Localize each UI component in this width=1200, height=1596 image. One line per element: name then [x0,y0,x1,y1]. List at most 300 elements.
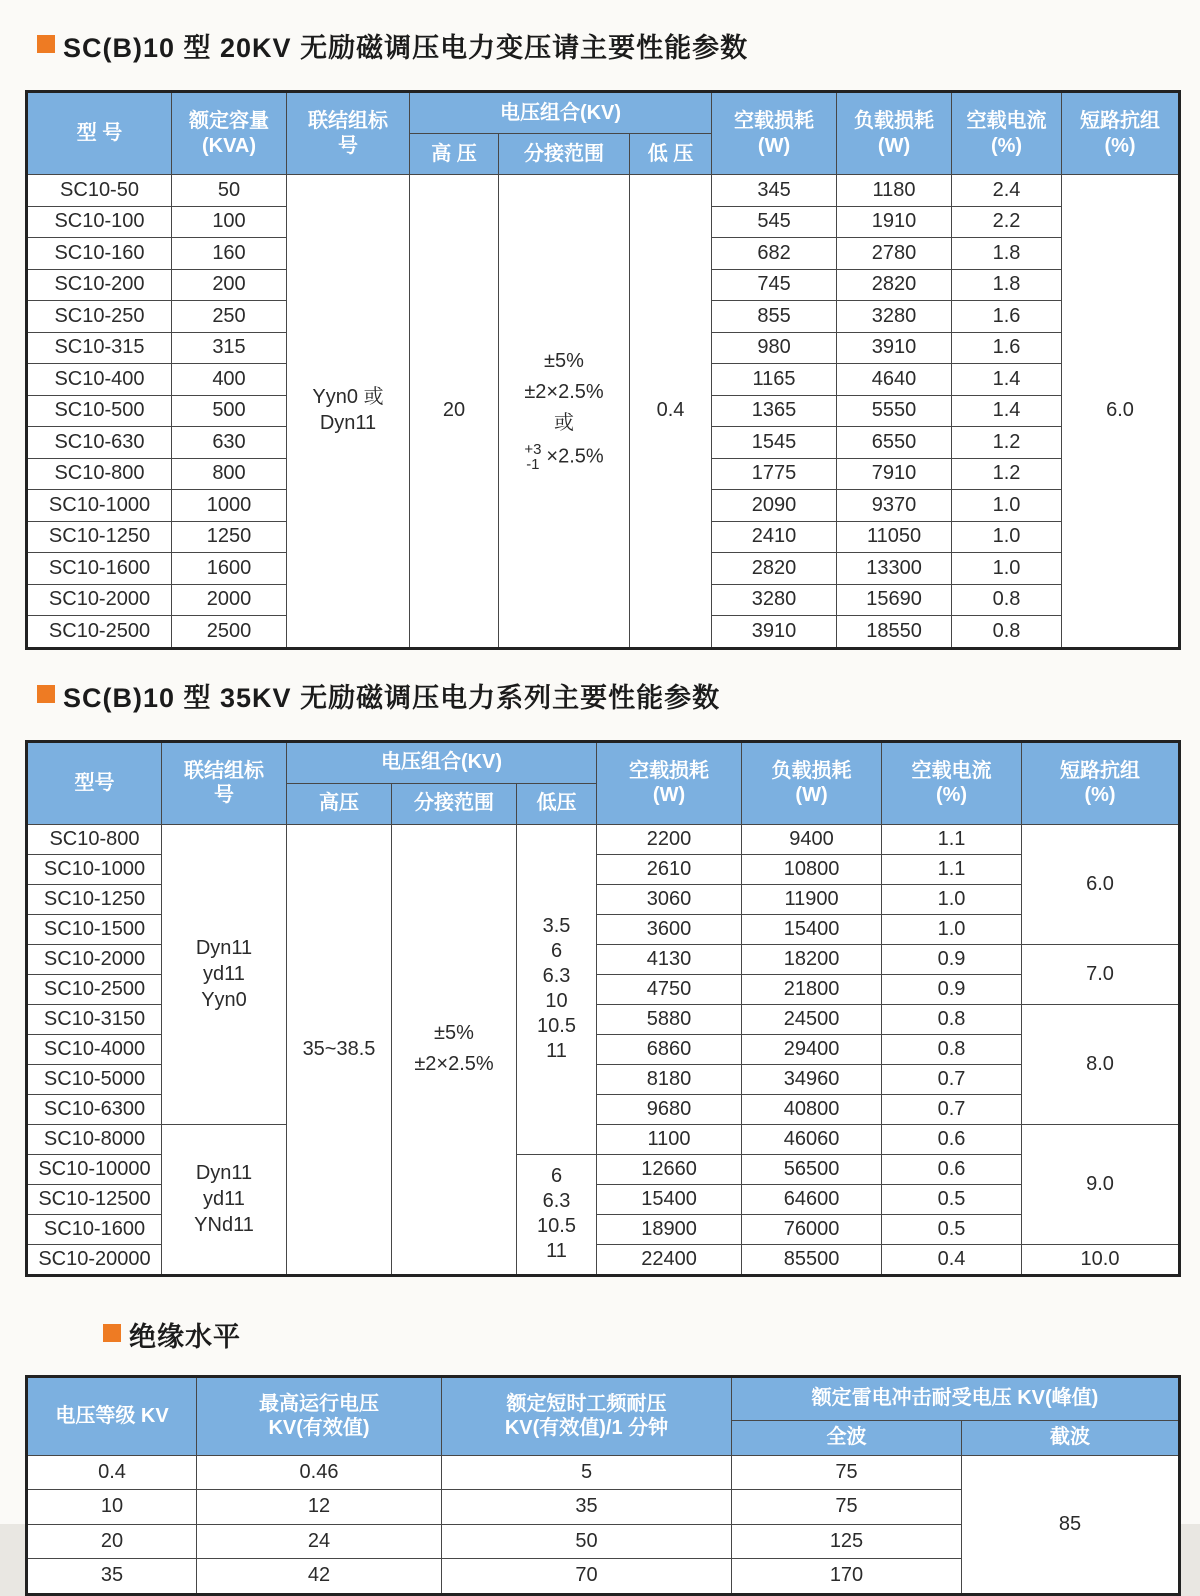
cell-line: 56500 [783,1157,840,1180]
cell-line: SC10-1000 [43,857,146,880]
cell-line: 1100 [647,1127,691,1150]
table-cell [597,1214,742,1244]
table-cell [837,584,952,616]
cell-line: 9680 [646,1097,692,1120]
cell-line: 6860 [646,1037,692,1060]
table-cell [952,175,1062,207]
table-cell [27,914,162,944]
cell-line: 0.8 [937,1037,966,1060]
cell-line: 10 [545,990,568,1012]
table-cell [597,824,742,854]
cell-line: ±2×2.5% [524,380,604,403]
cell-line: 11050 [866,525,922,548]
table-cell [742,1004,882,1034]
cell-line: 6.0 [1106,399,1134,422]
table-cell [952,584,1062,616]
column-header-cell [197,1376,442,1455]
cell-line: 250 [212,304,246,327]
table-cell [952,269,1062,301]
cell-line: 0.9 [937,947,966,970]
cell-line: 或 [554,411,574,434]
cell-line: (W) [757,134,791,157]
cell-line: 2.2 [992,210,1021,233]
table-cell [172,238,287,270]
table-cell [712,458,837,490]
column-header-cell [597,741,742,824]
table-row [27,1455,1180,1490]
cell-line: SC10-2500 [48,619,151,642]
table-cell [172,553,287,585]
cell-line: 125 [829,1529,864,1552]
table-cell [27,1455,197,1490]
table-cell [442,1455,732,1490]
table-cell [1062,175,1180,649]
cell-line: SC10-1250 [43,887,146,910]
cell-line: 1775 [751,462,797,485]
table-cell [597,1244,742,1275]
table-cell [172,427,287,459]
table-cell [952,206,1062,238]
table-cell [517,1154,597,1275]
cell-line: 3280 [871,304,917,327]
table-cell [882,1214,1022,1244]
cell-line: 低压 [536,792,577,815]
cell-line: SC10-2500 [43,977,146,1000]
table-cell [597,1064,742,1094]
orange-square-bullet-icon [103,1324,121,1342]
table-cell [742,824,882,854]
cell-line: 0.4 [98,1460,126,1483]
table-cell [882,974,1022,1004]
table-cell [952,553,1062,585]
table-cell [27,206,172,238]
column-header-cell [287,741,597,783]
table-cell [742,1184,882,1214]
cell-line: 分接范围 [524,142,604,165]
cell-line: 0.9 [937,977,966,1000]
cell-line: 额定短时工频耐压 [506,1392,667,1415]
cell-line: 6550 [871,430,917,453]
stacked-tap-value: +3 -1 [524,440,542,474]
column-header-cell [27,92,172,175]
table-cell [882,944,1022,974]
cell-line: ±5% [434,1022,474,1044]
table-cell [27,301,172,333]
cell-line: 0.4 [937,1247,966,1270]
column-header-cell [712,92,837,175]
cell-line: 3600 [646,917,692,940]
cell-line: 29400 [783,1037,840,1060]
table-cell [287,824,392,1275]
table-cell [172,616,287,649]
cell-line: 1.0 [992,493,1021,516]
cell-line: 76000 [783,1217,840,1240]
table-cell [712,584,837,616]
cell-line: 315 [212,336,246,359]
table-cell [712,521,837,553]
table-cell [597,1124,742,1154]
cell-line: 75 [835,1495,858,1518]
cell-line: (%) [1084,784,1116,806]
table-cell [197,1524,442,1559]
cell-line: 345 [757,178,791,201]
cell-line: 9400 [789,827,834,850]
table-cell [712,427,837,459]
table-cell [712,175,837,207]
cell-line: 1910 [871,210,917,233]
table-cell [837,364,952,396]
cell-line: 10 [100,1495,124,1518]
cell-line: Yyn0 [201,988,247,1011]
table-cell [172,490,287,522]
cell-line: (KVA) [201,134,257,157]
cell-line: 0.5 [937,1187,966,1210]
cell-line: 50 [217,178,241,201]
cell-line: 2090 [751,493,797,516]
cell-line: ±2×2.5% [414,1053,494,1075]
column-header-cell [1022,741,1180,824]
table-cell [882,1094,1022,1124]
cell-line: Dyn11 [195,1161,253,1184]
table-cell [882,1184,1022,1214]
table-cell [952,616,1062,649]
cell-line: 3910 [751,619,797,642]
cell-line: 10800 [783,857,840,880]
cell-line: 额定容量 [189,110,269,133]
table-cell [952,364,1062,396]
column-header-cell [630,134,712,175]
cell-line: 75 [835,1460,858,1483]
table-cell [837,458,952,490]
cell-line: 1165 [752,367,796,390]
cell-line: +3 -1 ×2.5% [524,440,604,474]
cell-line: 500 [212,399,246,422]
table-cell [172,584,287,616]
table-cell [287,175,410,649]
table-cell [837,301,952,333]
table-cell [732,1559,962,1595]
cell-line: 0.46 [299,1460,339,1483]
cell-line: 1.0 [937,917,966,940]
column-header-cell [732,1420,962,1455]
cell-line: 3060 [646,887,692,910]
cell-line: 1000 [206,493,252,516]
cell-line: SC10-3150 [43,1007,146,1030]
column-header-cell [1062,92,1180,175]
table-cell [27,1124,162,1154]
table-cell [27,553,172,585]
table-cell [27,944,162,974]
cell-line: 1.6 [992,304,1021,327]
cell-line: 电压组合(KV) [380,751,503,774]
table-cell [837,553,952,585]
cell-line: 最高运行电压 [259,1392,379,1415]
cell-line: KV(有效值)/1 分钟 [504,1417,669,1439]
table-cell [742,884,882,914]
table-cell [27,584,172,616]
cell-line: Dyn11 [319,412,377,435]
table-cell [742,854,882,884]
cell-line: SC10-100 [54,210,145,233]
table-cell [27,1034,162,1064]
cell-line: 0.7 [937,1067,966,1090]
cell-line: 2500 [206,619,252,642]
table-cell [27,175,172,207]
cell-line: 0.5 [937,1217,966,1240]
cell-line: 3280 [751,588,797,611]
cell-line: 40800 [783,1097,840,1120]
cell-line: SC10-20000 [38,1247,151,1270]
cell-line: (W) [877,134,911,157]
table-cell [712,395,837,427]
table-cell [27,974,162,1004]
cell-line: SC10-4000 [43,1037,146,1060]
cell-line: 型号 [74,771,115,794]
table-cell [1022,944,1180,1004]
table-cell [742,1094,882,1124]
table-cell [172,332,287,364]
cell-line: SC10-1500 [43,917,146,940]
cell-line: 0.6 [937,1157,966,1180]
table-cell [27,1064,162,1094]
cell-line: 15690 [866,588,922,611]
column-header-cell [882,741,1022,824]
table-cell [27,1490,197,1525]
cell-line: 1.2 [992,462,1021,485]
section-title-35kv [37,676,1178,715]
table-cell [27,1184,162,1214]
table-cell [837,616,952,649]
cell-line: 170 [829,1564,864,1587]
cell-line: 电压等级 KV [55,1404,169,1427]
cell-line: 18900 [641,1217,697,1240]
cell-line: SC10-1000 [48,493,151,516]
table-cell [27,490,172,522]
cell-line: 1600 [206,556,252,579]
cell-line: SC10-800 [49,827,140,850]
table-cell [197,1559,442,1595]
table-cell [962,1455,1180,1594]
cell-line: yd11 [203,962,245,985]
column-header-cell [392,783,517,824]
cell-line: 85 [1058,1512,1082,1535]
cell-line: 0.7 [937,1097,966,1120]
cell-line: SC10-800 [54,462,145,485]
table-cell [712,238,837,270]
table-cell [742,1154,882,1184]
table-cell [712,553,837,585]
cell-line: SC10-400 [54,367,145,390]
cell-line: 12 [307,1495,331,1518]
cell-line: 85500 [783,1247,840,1270]
table-cell [499,175,630,649]
table-cell [27,269,172,301]
cell-line: 6.0 [1086,872,1114,895]
cell-line: 6 [550,940,563,962]
cell-line: 号 [214,784,234,806]
cell-line: 额定雷电冲击耐受电压 KV(峰值) [811,1387,1099,1410]
cell-line: 1250 [206,525,252,548]
cell-line: 1.4 [992,367,1021,390]
cell-line: 35 [575,1495,598,1518]
cell-line: 0.4 [656,399,685,422]
table-cell [837,332,952,364]
table-cell [837,521,952,553]
cell-line: 11900 [784,887,839,910]
table-cell [630,175,712,649]
cell-line: 分接范围 [414,792,494,815]
cell-line: 34960 [783,1067,840,1090]
cell-line: 2820 [751,556,797,579]
table-cell [197,1455,442,1490]
table-cell [837,427,952,459]
table-cell [882,914,1022,944]
table-cell [837,269,952,301]
column-header-cell [27,1376,197,1455]
cell-line: 4130 [646,947,692,970]
cell-line: 短路抗组 [1060,759,1141,782]
cell-line: 400 [212,367,246,390]
column-header-cell [172,92,287,175]
table-cell [597,854,742,884]
cell-line: 160 [212,241,246,264]
cell-line: 12660 [641,1157,697,1180]
column-header-cell [162,741,287,824]
section-title-text-35kv: SC(B)10 型 35KV 无励磁调压电力系列主要性能参数 [63,682,721,713]
table-cell [597,1004,742,1034]
cell-line: 35~38.5 [302,1037,376,1060]
table-cell [517,824,597,1154]
table-cell [732,1490,962,1525]
table-cell [197,1490,442,1525]
cell-line: 6.3 [542,1190,571,1212]
cell-line: 2.4 [992,178,1021,201]
cell-line: (%) [1104,134,1136,157]
table-cell [172,206,287,238]
cell-line: 空载损耗 [629,759,710,782]
cell-line: 2000 [206,588,252,611]
cell-line: 9.0 [1086,1172,1114,1195]
table-cell [952,521,1062,553]
table-cell [952,332,1062,364]
cell-line: 18550 [866,619,922,642]
cell-line: SC10-2000 [48,588,151,611]
cell-line: 70 [575,1564,598,1587]
cell-line: 1.0 [992,556,1021,579]
cell-line: SC10-8000 [43,1127,146,1150]
table-cell [392,824,517,1275]
cell-line: 3.5 [542,915,571,937]
cell-line: 11 [546,1240,567,1262]
table-cell [442,1490,732,1525]
cell-line: 1.8 [992,273,1021,296]
table-cell [742,1244,882,1275]
table-cell [27,395,172,427]
table-cell [1022,824,1180,944]
cell-line: 10.5 [537,1015,576,1037]
table-cell [597,1184,742,1214]
table-cell [27,1214,162,1244]
table-cell [882,884,1022,914]
cell-line: SC10-160 [54,241,145,264]
cell-line: 1.1 [937,827,966,850]
table-row [27,1124,1180,1154]
cell-line: 型 号 [76,122,123,145]
table-cell [1022,1244,1180,1275]
table-cell [27,616,172,649]
table-row [27,824,1180,854]
table-cell [952,395,1062,427]
table-cell [597,1034,742,1064]
cell-line: 全波 [826,1426,867,1449]
column-header-cell [952,92,1062,175]
table-cell [597,914,742,944]
cell-line: SC10-500 [54,399,145,422]
table-cell [742,1064,882,1094]
cell-line: 15400 [783,917,840,940]
table-cell [882,824,1022,854]
cell-line: Yyn0 或 [312,386,384,409]
cell-line: 号 [338,134,358,157]
table-cell [952,458,1062,490]
cell-line: 9370 [871,493,917,516]
table-cell [837,238,952,270]
table-cell [742,944,882,974]
table-cell [712,490,837,522]
cell-line: 46060 [783,1127,840,1150]
cell-line: YNd11 [194,1213,254,1236]
cell-line: 11 [546,1040,567,1062]
column-header-cell [962,1420,1180,1455]
table-cell [837,395,952,427]
cell-line: 1.0 [937,887,966,910]
cell-line: 4640 [871,367,917,390]
table-cell [172,458,287,490]
table-cell [442,1524,732,1559]
cell-line: SC10-2000 [43,947,146,970]
cell-line: 1545 [751,430,797,453]
cell-line: 短路抗组 [1080,110,1161,133]
table-cell [952,490,1062,522]
table-cell [837,175,952,207]
table-cell [837,206,952,238]
table-cell [597,944,742,974]
cell-line: SC10-12500 [38,1187,151,1210]
cell-line: 630 [212,430,246,453]
column-header-cell [517,783,597,824]
table-cell [410,175,499,649]
cell-line: 0.8 [992,588,1021,611]
table-cell [27,521,172,553]
cell-line: SC10-200 [54,273,145,296]
table-cell [172,521,287,553]
table-cell [712,332,837,364]
cell-line: 6 [550,1165,563,1187]
cell-line: 24500 [783,1007,840,1030]
table-cell [27,1154,162,1184]
table-cell [952,301,1062,333]
column-header-cell [732,1376,1180,1420]
cell-line: 13300 [866,556,922,579]
section-title-text-20kv: SC(B)10 型 20KV 无励磁调压电力变压请主要性能参数 [63,33,749,63]
table-cell [597,1094,742,1124]
cell-line: 10.0 [1080,1247,1120,1270]
cell-line: (%) [990,134,1023,157]
cell-line: 0.8 [992,619,1021,642]
cell-line: SC10-315 [54,336,145,359]
cell-line: 截波 [1050,1426,1090,1449]
table-cell [172,269,287,301]
